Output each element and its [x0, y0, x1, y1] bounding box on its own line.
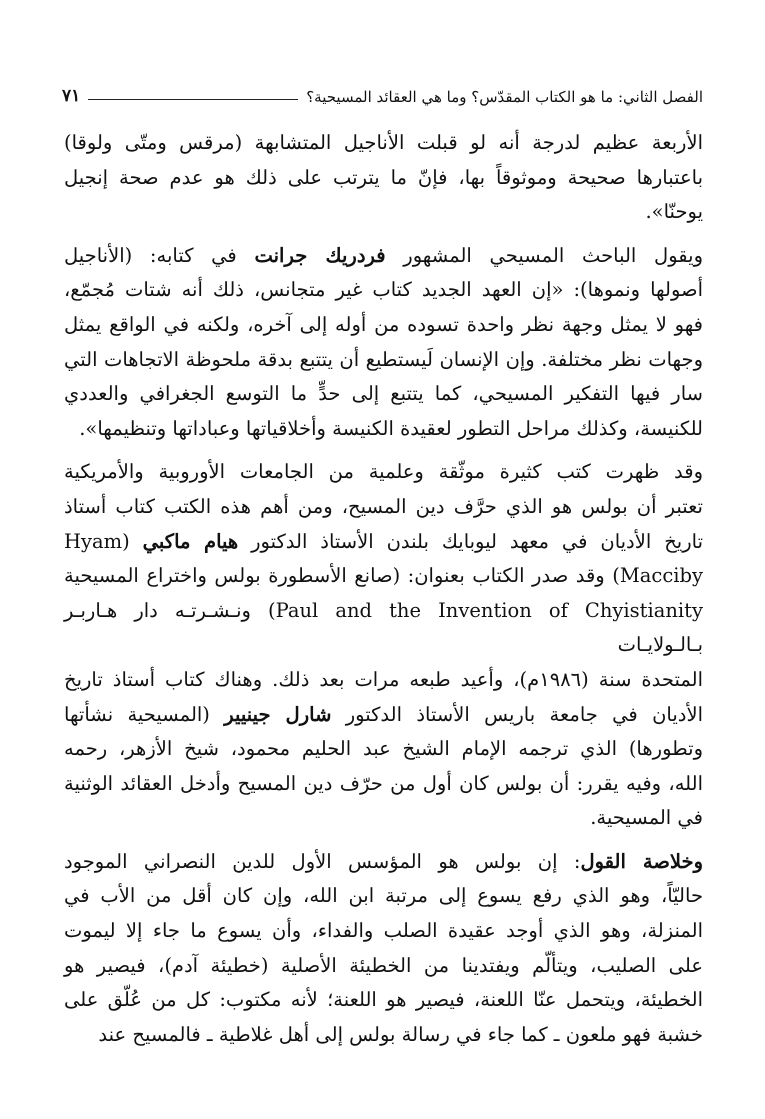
bold-phrase: فردريك جرانت [254, 243, 386, 267]
paragraph [64, 126, 703, 230]
text-line: يوحنّا». [645, 200, 703, 224]
text-line: أصولها ونموها): «إن العهد الجديد كتاب غير متجانس، ذلك أنه شتات مُجمّع، [64, 278, 703, 302]
text-line: حاليّاً، وهو الذي رفع يسوع إلى مرتبة ابن الله، وإن كان أقل من الأب في [64, 884, 703, 908]
text-line: على الصليب، ويتألّم ويفتدينا من الخطيئة الأصلية (خطيئة آدم)، فيصير هو [64, 953, 703, 977]
text-line: المتحدة سنة (١٩٨٦م)، وأعيد طبعه مرات بعد ذلك. وهناك كتاب أستاذ تاريخ [64, 667, 703, 691]
text-line: الخطيئة، ويتحمل عنّا اللعنة، فيصير هو اللعنة؛ لأنه مكتوب: كل من عُلّق على [64, 988, 703, 1012]
text-line: الأربعة عظيم لدرجة أنه لو قبلت الأناجيل المتشابهة (مرقس ومتّى ولوقا) [64, 131, 703, 154]
text-line: سار فيها التفكير المسيحي، كما يتتبع إلى حدٍّ ما التوسع الجغرافي والعددي [64, 382, 703, 406]
text-line: باعتبارها صحيحة وموثوقاً بها، فإنّ ما يترتب على ذلك هو عدم صحة إنجيل [64, 165, 703, 189]
chapter-title: الفصل الثاني: ما هو الكتاب المقدّس؟ وما هي العقائد المسيحية؟ [306, 88, 703, 106]
bold-phrase: شارل جينيير [224, 702, 332, 726]
page-number: ٧١ [62, 86, 81, 106]
text-line: Paul and the Invention of Chyistianity) ونـشـرتـه دار هـاربـر بـالـولايـات [64, 598, 703, 657]
paragraph [64, 845, 703, 1053]
text-line: في المسيحية. [590, 806, 703, 830]
bold-phrase: وخلاصة القول [580, 849, 703, 873]
body-text [64, 126, 703, 1061]
paragraph [64, 455, 703, 836]
text-line: فهو لا يمثل وجهة نظر واحدة تسوده من أوله إلى آخره، ولكنه في الواقع يمثل [64, 312, 703, 336]
text-line: وجهات نظر مختلفة. وإن الإنسان لَيستطيع أن يتتبع بدقة ملحوظة الاتجاهات التي [64, 347, 703, 371]
text-line: ويقول الباحث المسيحي المشهور فردريك جرانت في كتابه: (الأناجيل [64, 243, 703, 267]
text-line: خشبة فهو ملعون ـ كما جاء في رسالة بولس إلى أهل غلاطية ـ فالمسيح عند [98, 1022, 703, 1046]
text-line: تاريخ الأديان في معهد ليوبايك بلندن الأستاذ الدكتور هيام ماكبي (Hyam [64, 529, 704, 553]
header-rule [88, 99, 298, 100]
text-line: للكنيسة، وكذلك مراحل التطور لعقيدة الكنيسة وأخلاقياتها وعباداتها وتنظيمها». [79, 416, 703, 440]
text-line: الله، وفيه يقرر: أن بولس كان أول من حرّف دين المسيح وأدخل العقائد الوثنية [64, 771, 703, 795]
paragraph [64, 239, 703, 447]
text-line: وقد ظهرت كتب كثيرة موثّقة وعلمية من الجامعات الأوروبية والأمريكية [64, 460, 703, 484]
text-line: الأديان في جامعة باريس الأستاذ الدكتور شارل جينيير (المسيحية نشأتها [64, 702, 703, 726]
running-header [62, 74, 703, 106]
text-line: المنزلة، وهو الذي أوجد عقيدة الصلب والفداء، وأن يسوع ما جاء إلا ليموت [64, 919, 703, 943]
text-line: وخلاصة القول: إن بولس هو المؤسس الأول للدين النصراني الموجود [64, 849, 703, 873]
text-line: وتطورها) الذي ترجمه الإمام الشيخ عبد الحليم محمود، شيخ الأزهر، رحمه [64, 737, 703, 761]
text-line: Macciby) وقد صدر الكتاب بعنوان: (صانع الأسطورة بولس واختراع المسيحية [64, 564, 703, 588]
text-line: تعتبر أن بولس هو الذي حرَّف دين المسيح، ومن أهم هذه الكتب كتاب أستاذ [64, 494, 703, 518]
bold-phrase: هيام ماكبي [142, 529, 239, 553]
